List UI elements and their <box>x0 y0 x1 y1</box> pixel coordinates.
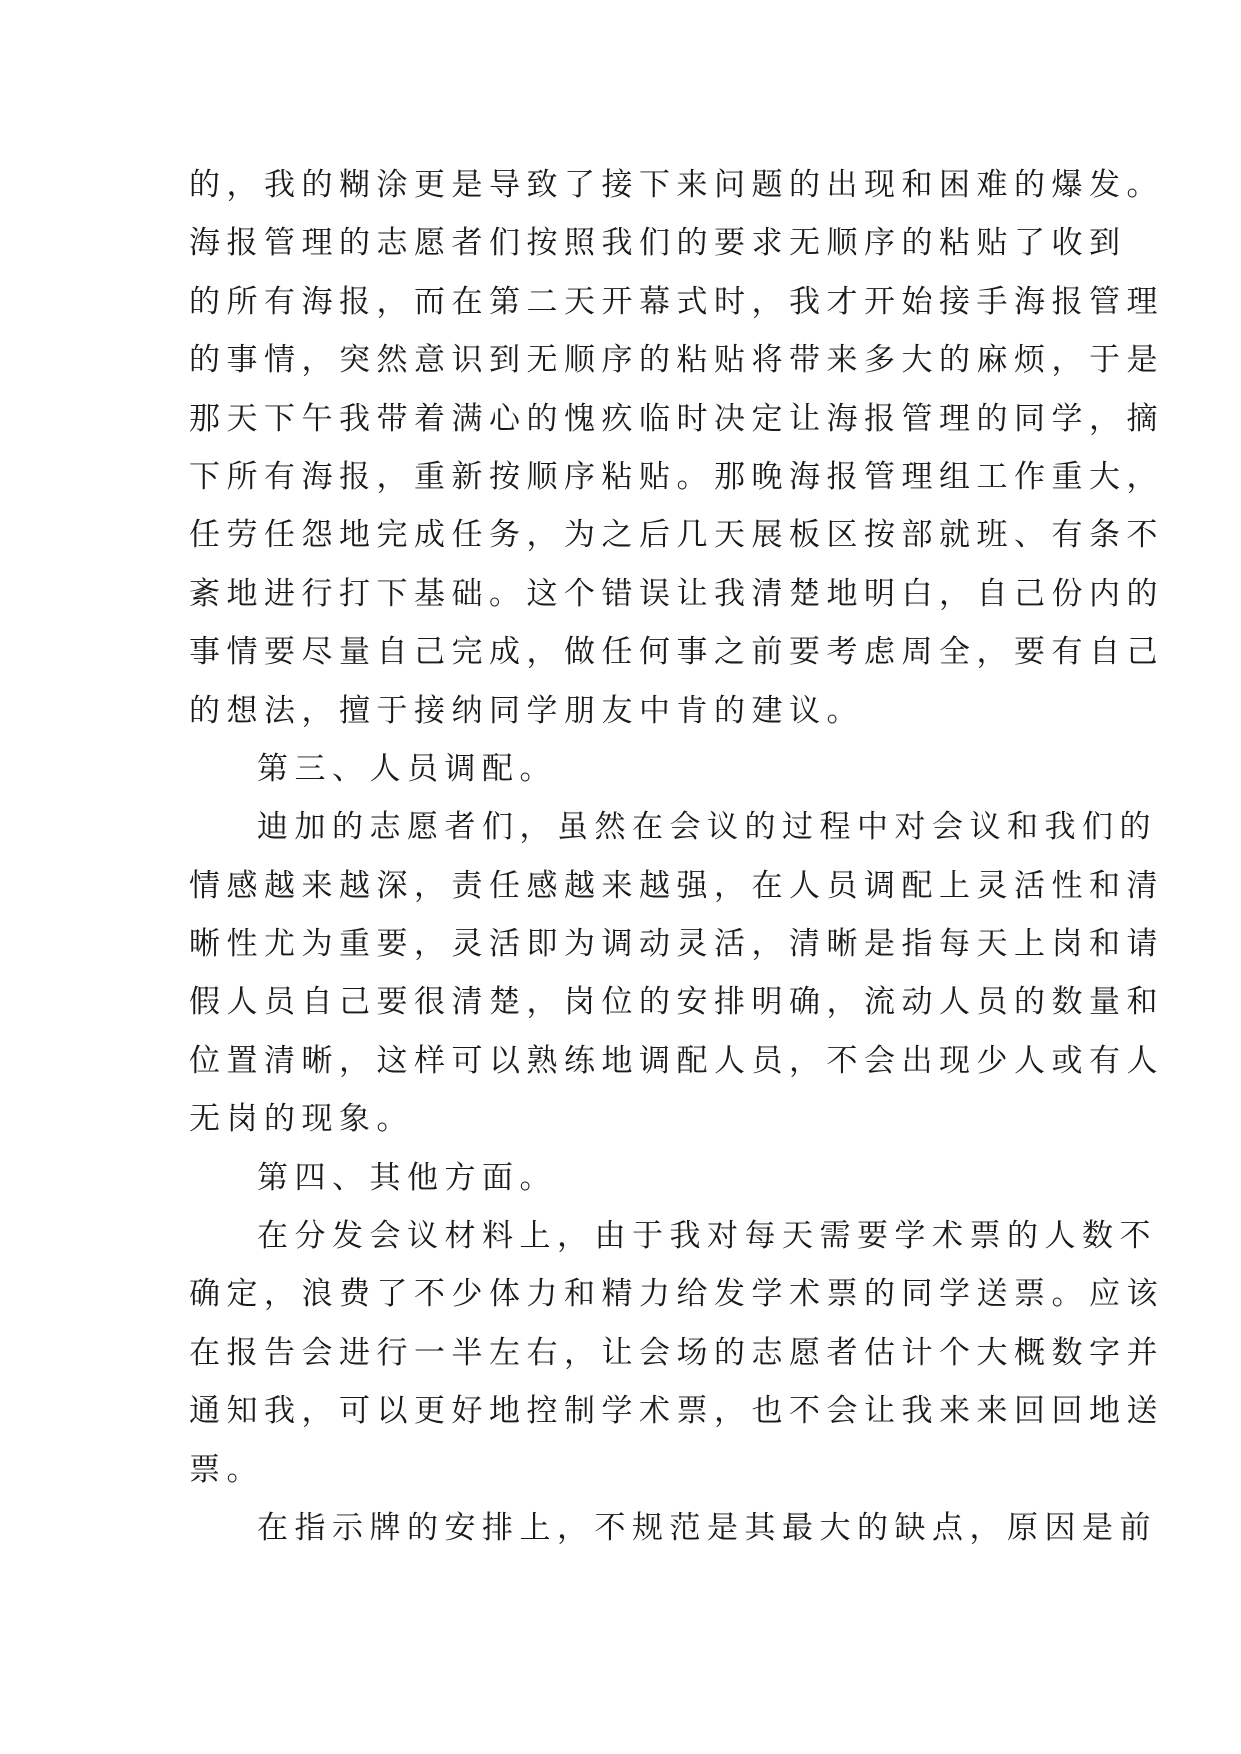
text-line: 下所有海报，重新按顺序粘贴。那晚海报管理组工作重大， <box>189 458 1164 495</box>
text-line: 的所有海报，而在第二天开幕式时，我才开始接手海报管理 <box>189 283 1164 320</box>
text-line: 票。 <box>189 1451 264 1488</box>
text-line: 任劳任怨地完成任务，为之后几天展板区按部就班、有条不 <box>189 517 1164 554</box>
text-line: 晰性尤为重要，灵活即为调动灵活，清晰是指每天上岗和请 <box>189 926 1164 963</box>
text-line: 在分发会议材料上，由于我对每天需要学术票的人数不 <box>257 1218 1157 1255</box>
text-line: 在报告会进行一半左右，让会场的志愿者估计个大概数字并 <box>189 1334 1164 1371</box>
text-line: 的事情，突然意识到无顺序的粘贴将带来多大的麻烦，于是 <box>189 342 1164 379</box>
text-line: 海报管理的志愿者们按照我们的要求无顺序的粘贴了收到 <box>189 225 1127 262</box>
text-line: 假人员自己要很清楚，岗位的安排明确，流动人员的数量和 <box>189 984 1164 1021</box>
body-text <box>189 156 1164 1557</box>
text-line: 情感越来越深，责任感越来越强，在人员调配上灵活性和清 <box>189 867 1164 904</box>
text-line: 迪加的志愿者们，虽然在会议的过程中对会议和我们的 <box>257 809 1157 846</box>
text-line: 确定，浪费了不少体力和精力给发学术票的同学送票。应该 <box>189 1276 1164 1313</box>
text-line: 第三、人员调配。 <box>257 750 557 787</box>
text-line: 的，我的糊涂更是导致了接下来问题的出现和困难的爆发。 <box>189 167 1164 203</box>
text-line: 通知我，可以更好地控制学术票，也不会让我来来回回地送 <box>189 1393 1164 1430</box>
text-line: 事情要尽量自己完成，做任何事之前要考虑周全，要有自己 <box>189 634 1164 671</box>
text-line: 在指示牌的安排上，不规范是其最大的缺点，原因是前 <box>257 1509 1157 1546</box>
text-line: 的想法，擅于接纳同学朋友中肯的建议。 <box>189 692 864 729</box>
text-line: 那天下午我带着满心的愧疚临时决定让海报管理的同学，摘 <box>189 400 1164 437</box>
text-line: 无岗的现象。 <box>189 1101 414 1138</box>
text-line: 紊地进行打下基础。这个错误让我清楚地明白，自己份内的 <box>189 575 1164 612</box>
text-line: 第四、其他方面。 <box>257 1159 557 1196</box>
text-line: 位置清晰，这样可以熟练地调配人员，不会出现少人或有人 <box>189 1042 1164 1079</box>
